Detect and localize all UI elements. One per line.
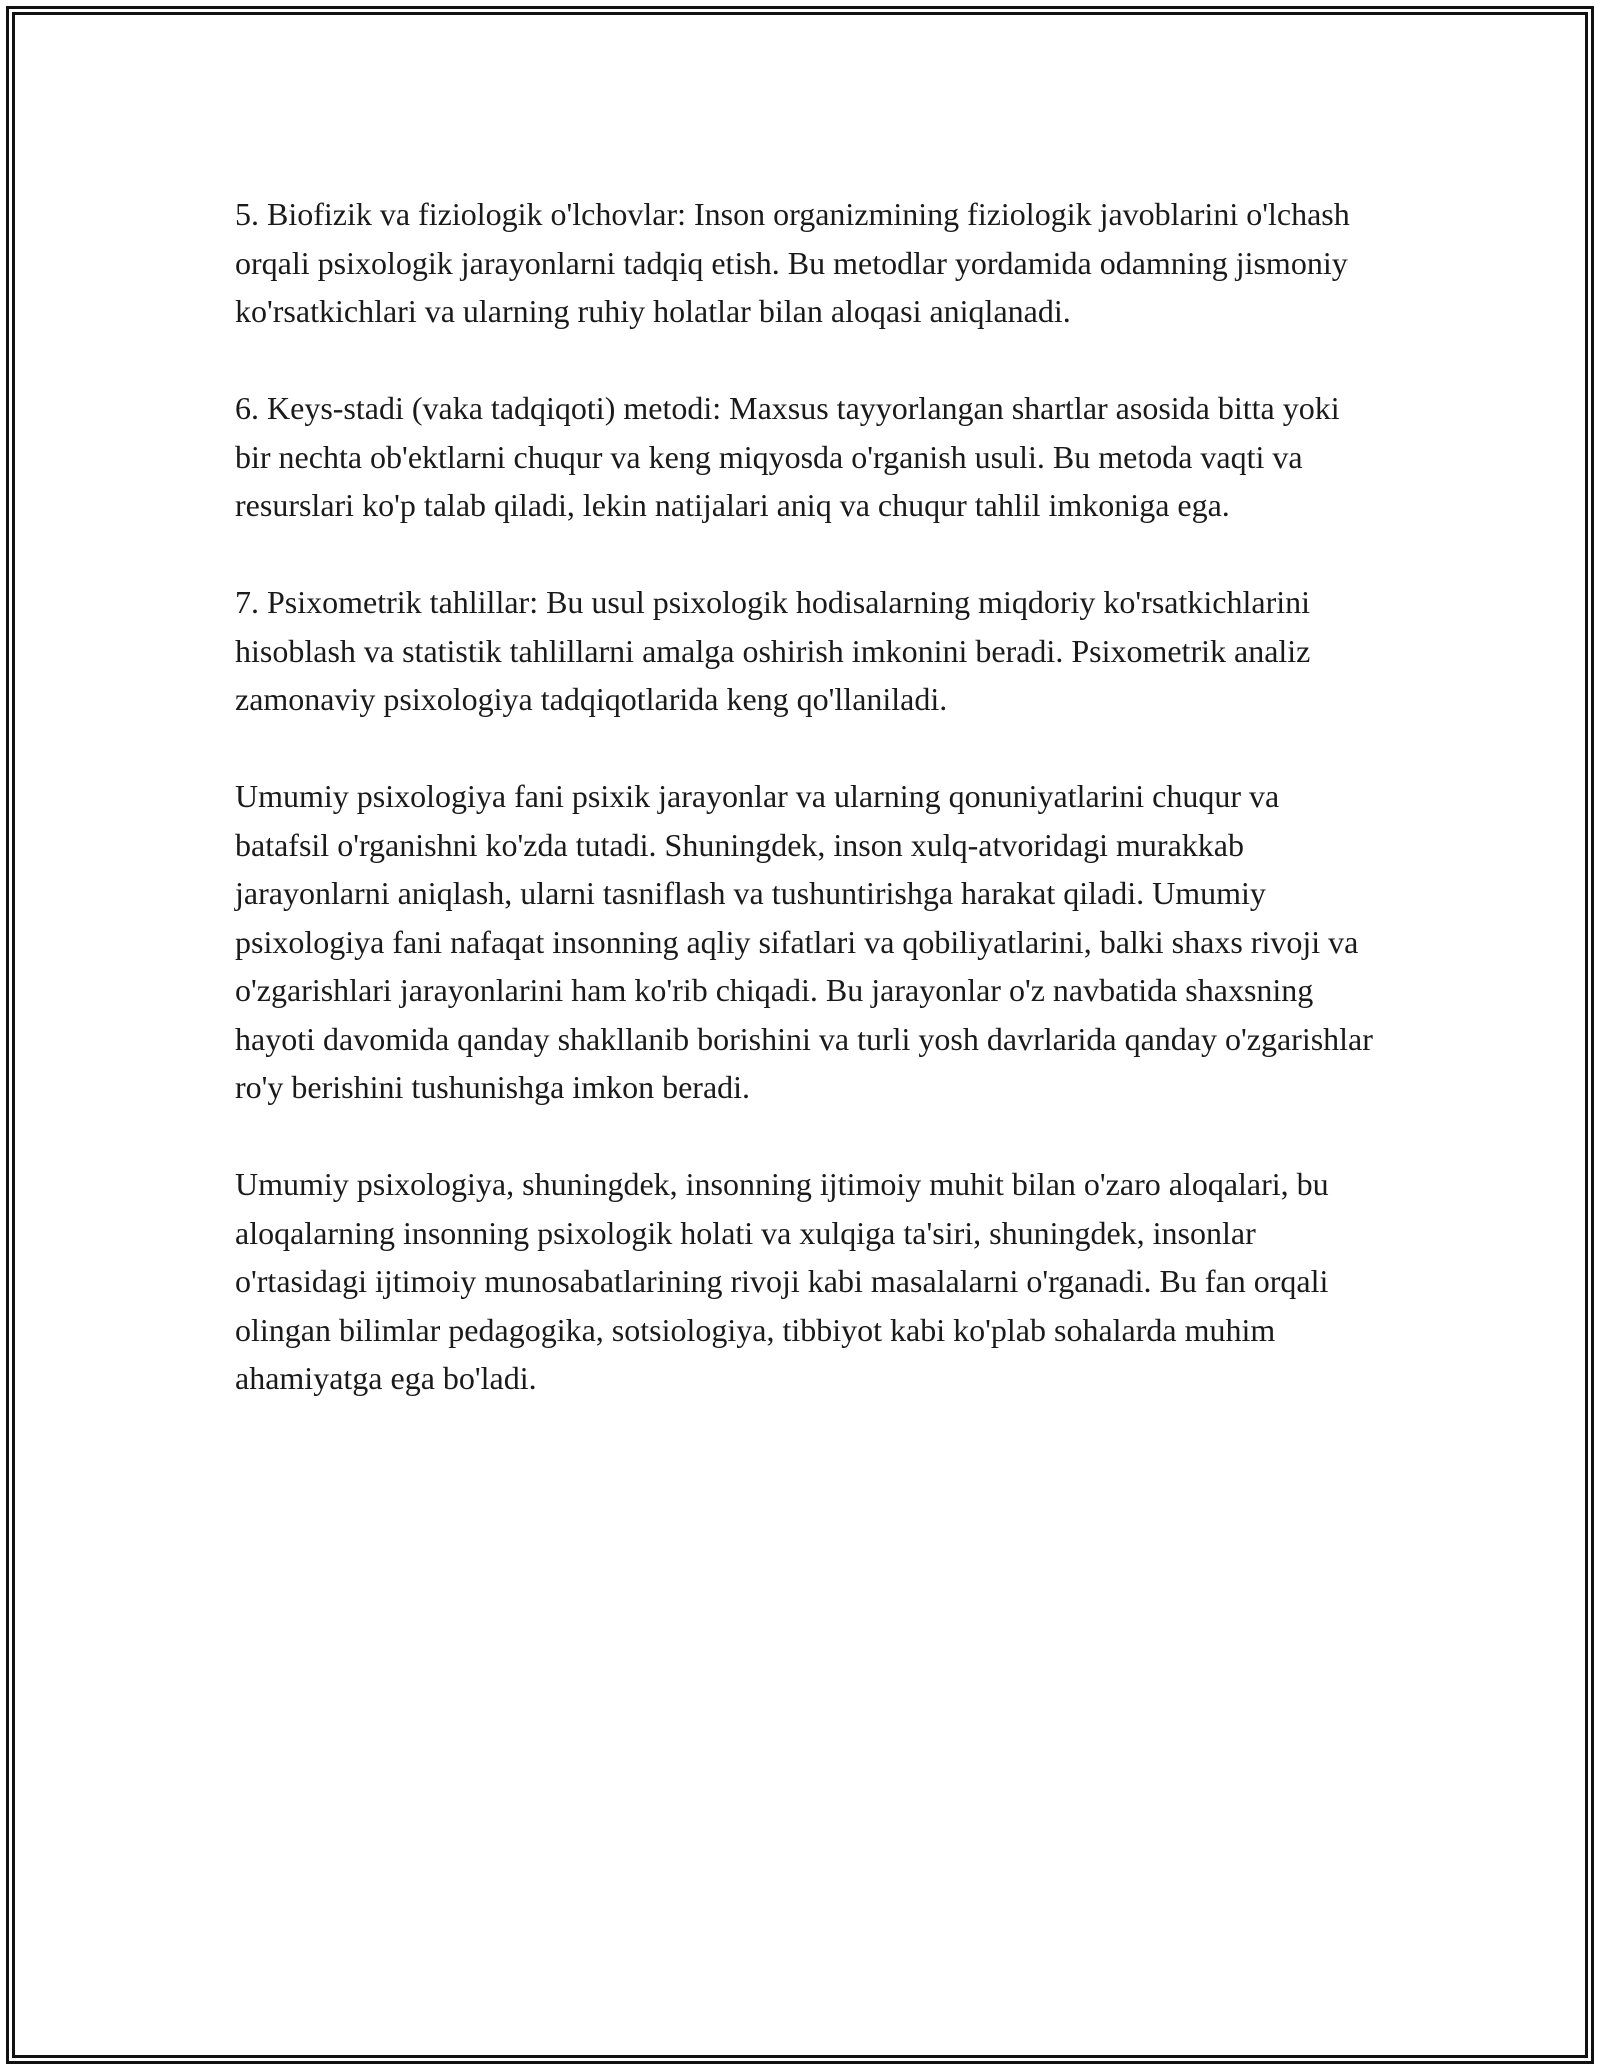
paragraph-biophysical-measurements: 5. Biofizik va fiziologik o'lchovlar: Inson organizmining fiziologik javoblarini o'lchash orqali psixologik jarayonlarni tadqiq etish. Bu metodlar yordamida odamning jismoniy ko'rsatkichlari va ularning ruhiy holatlar bilan aloqasi aniqlanadi.: [235, 196, 1350, 329]
paragraph-general-psychology-overview: Umumiy psixologiya fani psixik jarayonlar va ularning qonuniyatlarini chuqur va batafsil o'rganishni ko'zda tutadi. Shuningdek, inson xulq-atvoridagi murakkab jarayonlarni aniqlash, ularni tasniflash va tushuntirishga harakat qiladi. Umumiy psixologiya fani nafaqat insonning aqliy sifatlari va qobiliyatlarini, balki shaxs rivoji va o'zgarishlari jarayonlarini ham ko'rib chiqadi. Bu jarayonlar o'z navbatida shaxsning hayoti davomida qanday shakllanib borishini va turli yosh davrlarida qanday o'zgarishlar ro'y berishini tushunishga imkon beradi.: [235, 778, 1373, 1105]
paragraph-psychometric-analysis: 7. Psixometrik tahlillar: Bu usul psixologik hodisalarning miqdoriy ko'rsatkichlarini hisoblash va statistik tahlillarni amalga oshirish imkonini beradi. Psixometrik analiz zamonaviy psixologiya tadqiqotlarida keng qo'llaniladi.: [235, 584, 1311, 717]
paragraph-social-environment: Umumiy psixologiya, shuningdek, insonning ijtimoiy muhit bilan o'zaro aloqalari, bu aloqalarning insonning psixologik holati va xulqiga ta'siri, shuningdek, insonlar o'rtasidagi ijtimoiy munosabatlarining rivoji kabi masalalarni o'rganadi. Bu fan orqali olingan bilimlar pedagogika, sotsiologiya, tibbiyot kabi ko'plab sohalarda muhim ahamiyatga ega bo'ladi.: [235, 1166, 1329, 1396]
paragraph-case-study-method: 6. Keys-stadi (vaka tadqiqoti) metodi: Maxsus tayyorlangan shartlar asosida bitta yoki bir nechta ob'ektlarni chuqur va keng miqyosda o'rganish usuli. Bu metoda vaqti va resurslari ko'p talab qiladi, lekin natijalari aniq va chuqur tahlil imkoniga ega.: [235, 390, 1340, 523]
document-body: [235, 190, 1375, 1451]
